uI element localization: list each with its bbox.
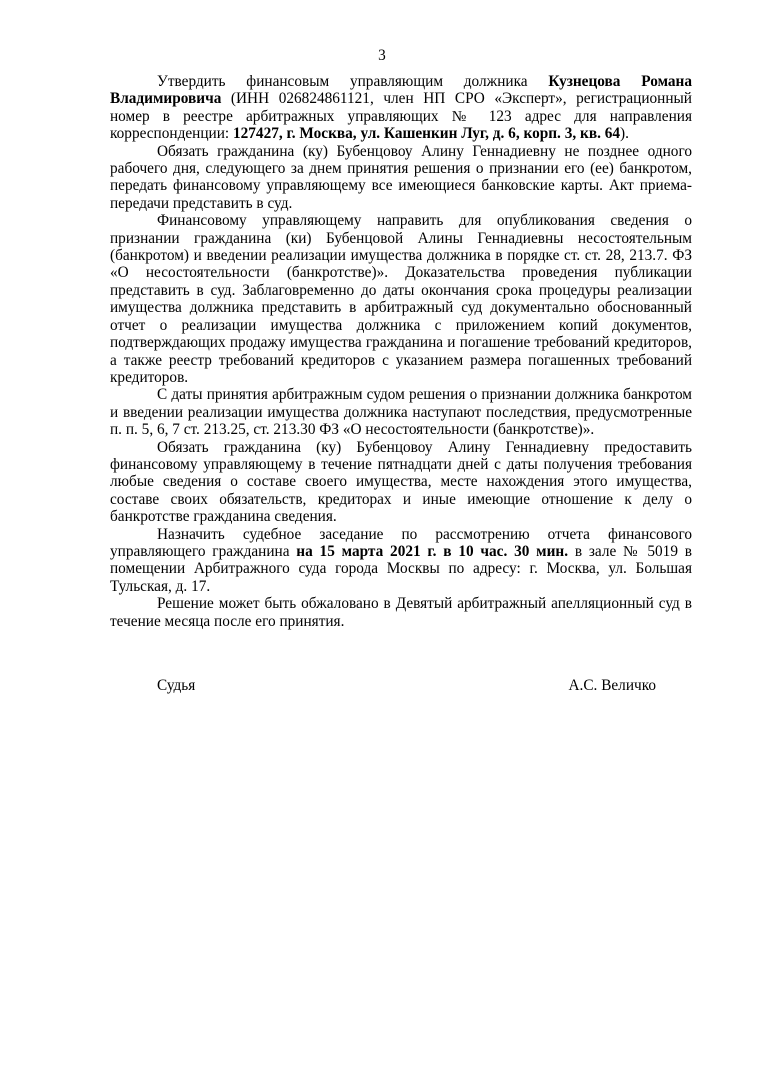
paragraph-text: (ИНН 026824861121, член НП СРО «Эксперт», регистрационный номер в реестре арбитражных управляющих № 123 адрес для направления корреспонденции:: [110, 90, 692, 143]
paragraph-text: в зале № 5019 в помещении Арбитражного суда города Москвы по адресу: г. Москва, ул. Большая Тульская, д. 17.: [110, 542, 692, 595]
paragraph-publication: [110, 212, 692, 386]
paragraph-text: С даты принятия арбитражным судом решения о признании должника банкротом и введении реализации имущества должника наступают последствия, предусмотренные п. п. 5, 6, 7 ст. 213.25, ст. 213.30 ФЗ «О несостоятельности (банкротстве)».: [110, 386, 692, 439]
paragraph-text: Обязать гражданина (ку) Бубенцовоу Алину Геннадиевну не позднее одного рабочего дня, следующего за днем принятия решения о признании его (ее) банкротом, передать финансовому управляющему все имеющиеся банковские карты. Акт приема-передачи представить в суд.: [110, 142, 692, 212]
paragraph-text: Обязать гражданина (ку) Бубенцовоу Алину Геннадиевну предоставить финансовому управляющему в течение пятнадцати дней с даты получения требования любые сведения о составе своего имущества, месте нахождения этого имущества, составе своих обязательств, кредиторах и иные имеющие отношение к делу о банкротстве гражданина сведения.: [110, 438, 692, 526]
document-body: [110, 73, 692, 630]
paragraph-text: Решение может быть обжаловано в Девятый арбитражный апелляционный суд в течение месяца после его принятия.: [110, 595, 692, 630]
hearing-date: на 15 марта 2021 г. в 10 час. 30 мин.: [296, 542, 569, 560]
paragraph-text: ).: [620, 125, 629, 143]
paragraph-bank-cards: [110, 143, 692, 213]
page-number: 3: [378, 47, 386, 64]
paragraph-text: Назначить судебное заседание по рассмотрению отчета финансового управляющего гражданина: [110, 525, 692, 560]
paragraph-appoint-manager: [110, 73, 692, 143]
paragraph-text: Утвердить финансовым управляющим должника: [157, 73, 549, 90]
signature-role: Судья: [157, 677, 196, 694]
paragraph-appeal: [110, 595, 692, 630]
manager-address: 127427, г. Москва, ул. Кашенкин Луг, д. 6, корп. 3, кв. 64: [232, 125, 621, 143]
signature-block: [110, 677, 656, 695]
signature-name: А.С. Величко: [568, 677, 656, 694]
paragraph-consequences: [110, 386, 692, 438]
paragraph-provide-info: [110, 439, 692, 526]
manager-name: Кузнецова Романа Владимировича: [110, 73, 692, 108]
paragraph-hearing: [110, 526, 692, 596]
paragraph-text: Финансовому управляющему направить для опубликования сведения о признании гражданина (ки) Бубенцовой Алины Геннадиевны несостоятельным (банкротом) и введении реализации имущества должника в порядке ст. ст. 28, 213.7. ФЗ «О несостоятельности (банкротстве)». Доказательства проведения публикации представить в суд. Заблаговременно до даты окончания срока процедуры реализации имущества должника представить в арбитражный суд документально обоснованный отчет о реализации имущества должника с приложением копий документов, подтверждающих продажу имущества гражданина и погашение требований кредиторов, а также реестр требований кредиторов с указанием размера погашенных требований кредиторов.: [110, 212, 692, 386]
